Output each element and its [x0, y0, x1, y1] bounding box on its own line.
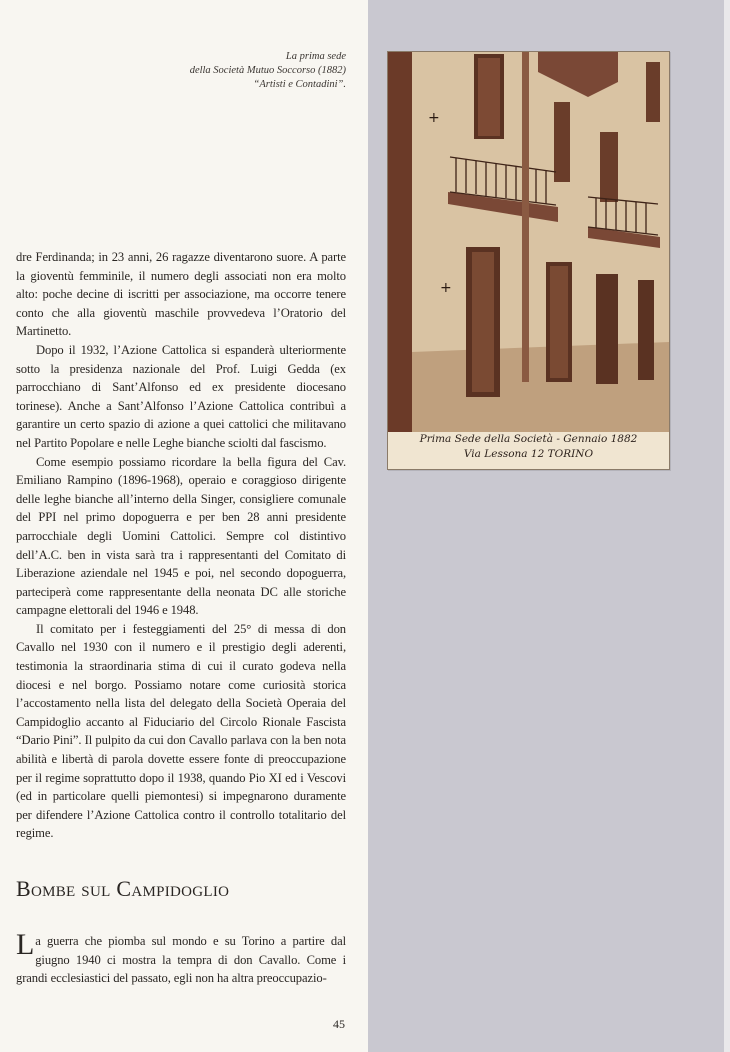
- caption-line-1: La prima sede: [285, 51, 346, 62]
- historic-photo: [387, 51, 670, 470]
- photo-inscription: [388, 432, 669, 469]
- caption-line-3: “Artisti e Contadini”.: [253, 79, 346, 90]
- page-edge: [724, 0, 730, 1052]
- drop-cap: L: [16, 928, 35, 961]
- intro-text: a guerra che piomba sul mondo e su Torino a partire dal giugno 1940 ci mostra la tempra di don Cavallo. Come i grandi ecclesiastici del passato, egli non ha altra preoccupazio-: [16, 934, 346, 986]
- paragraph-1: dre Ferdinanda; in 23 anni, 26 ragazze diventarono suore. A parte la gioventù femminile, il numero degli associati non era molto alto: poche decine di iscritti per associazione, ma occorre tenere conto che alla gioventù maschile provvedeva l’Oratorio del Martinetto.: [16, 250, 346, 339]
- caption-line-2: della Società Mutuo Soccorso (1882): [189, 65, 346, 76]
- paragraph-2: Dopo il 1932, l’Azione Cattolica si espanderà ulteriormente sotto la presidenza nazionale del Prof. Luigi Gedda (ex parrocchiano di Sant’Alfonso ed ex presidente diocesano torinese). Anche a Sant’Alfonso l’Azione Cattolica contribuì a garantire un certo spazio di azione a quei cattolici che militavano nel Partito Popolare e nelle Leghe bianche sciolti dal fascismo.: [16, 342, 346, 450]
- paragraph-4: Il comitato per i festeggiamenti del 25° di messa di don Cavallo nel 1930 con il numero e il prestigio degli aderenti, testimonia la straordinaria stima di cui il curato godeva nella diocesi e nel borgo. Possiamo notare come curiosità storica l’accostamento nella lista del delegato della Società Operaia del Campidoglio accanto al Fiduciario del Circolo Rionale Fascista “Dario Pini”. Il pulpito da cui don Cavallo parlava con la ben nota abilità e libertà di parola dovette essere fonte di preoccupazione per il regime soprattutto dopo il 1938, quando Pio XI ed i Vescovi (ed in particolare quelli piemontesi) si impegnarono duramente per difendere l’Azione Cattolica contro il controllo totalitario del regime.: [16, 621, 346, 841]
- paragraph-3: Come esempio possiamo ricordare la bella figura del Cav. Emiliano Rampino (1896-1968), operaio e coraggioso dirigente delle leghe bianche all’interno della Singer, consigliere comunale del PPI nel primo dopoguerra e per ben 28 anni presidente parrocchiale degli Uomini Cattolici. Sempre col distintivo dell’A.C. ben in vista sarà tra i rappresentanti del Comitato di Liberazione aziendale nel 1945 e poi, nel secondo dopoguerra, parteciperà come rappresentante della neonata DC alle storiche campagne elettorali del 1946 e 1948.: [16, 454, 346, 618]
- inscription-line-2: Via Lessona 12 TORINO: [463, 448, 594, 460]
- body-text: [16, 248, 346, 843]
- page-number: 45: [333, 1017, 345, 1031]
- section-heading: Bombe sul Campidoglio: [16, 876, 230, 901]
- building-illustration: [388, 52, 669, 432]
- section-intro: [16, 928, 346, 988]
- svg-text:+: +: [440, 280, 452, 296]
- inscription-line-1: Prima Sede della Società - Gennaio 1882: [419, 433, 638, 445]
- photo-caption: [150, 50, 346, 92]
- svg-text:+: +: [428, 110, 440, 126]
- intro-paragraph: [16, 928, 346, 988]
